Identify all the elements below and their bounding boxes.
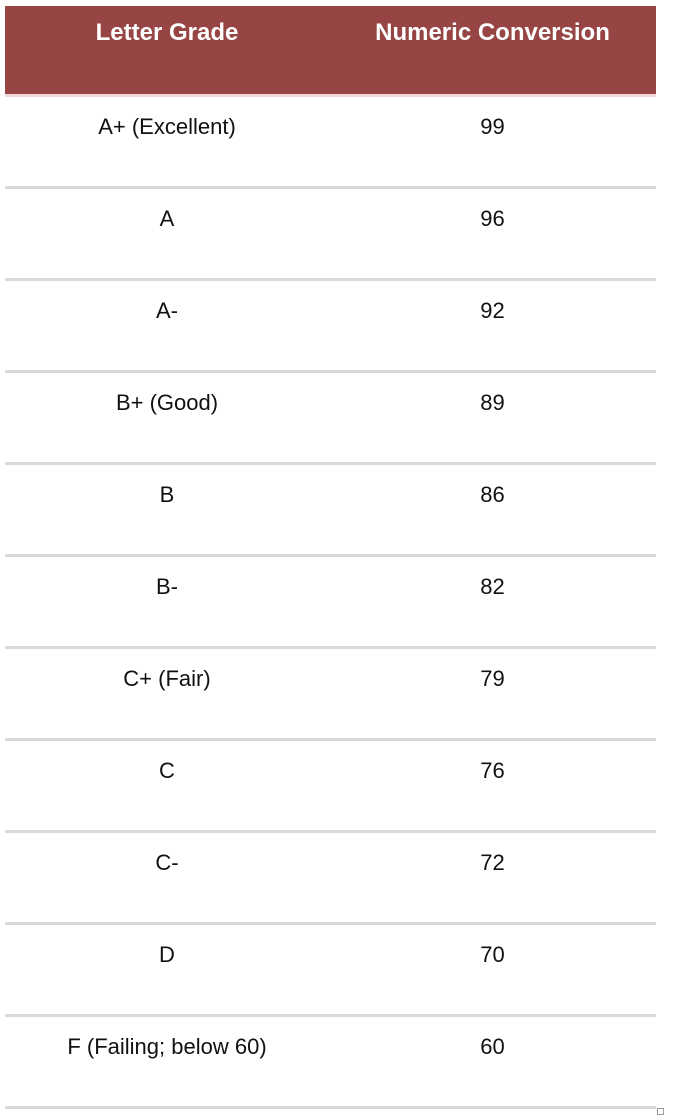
letter-grade-cell: C [159,758,175,783]
table-row [5,833,656,925]
numeric-value-cell: 99 [480,114,505,139]
table-row [5,925,656,1017]
letter-grade-cell: B+ (Good) [115,390,219,415]
table-row [5,1017,656,1109]
table-row [5,465,656,557]
header-numeric-conversion: Numeric Conversion [375,19,610,46]
resize-handle-icon [657,1108,664,1115]
table-header [5,6,656,97]
letter-grade-cell: B [159,482,175,507]
letter-grade-cell: F (Failing; below 60) [67,1034,267,1059]
numeric-value-cell: 72 [480,850,505,875]
letter-grade-cell: A- [156,298,178,323]
header-letter-grade: Letter Grade [95,19,239,46]
table-row [5,189,656,281]
letter-grade-cell: C- [155,850,179,875]
table-row [5,97,656,189]
numeric-value-cell: 70 [480,942,505,967]
numeric-value-cell: 76 [480,758,505,783]
numeric-value-cell: 96 [480,206,505,231]
letter-grade-cell: C+ (Fair) [123,666,211,691]
letter-grade-cell: B- [156,574,178,599]
numeric-value-cell: 60 [480,1034,505,1059]
numeric-value-cell: 89 [480,390,505,415]
grade-conversion-table [5,6,656,1109]
table-row [5,557,656,649]
letter-grade-cell: A [159,206,175,231]
table-row [5,741,656,833]
table-row [5,373,656,465]
numeric-value-cell: 92 [480,298,505,323]
letter-grade-cell: A+ (Excellent) [98,114,236,139]
table-row [5,649,656,741]
numeric-value-cell: 79 [480,666,505,691]
numeric-value-cell: 82 [480,574,505,599]
numeric-value-cell: 86 [480,482,505,507]
table-row [5,281,656,373]
letter-grade-cell: D [159,942,175,967]
